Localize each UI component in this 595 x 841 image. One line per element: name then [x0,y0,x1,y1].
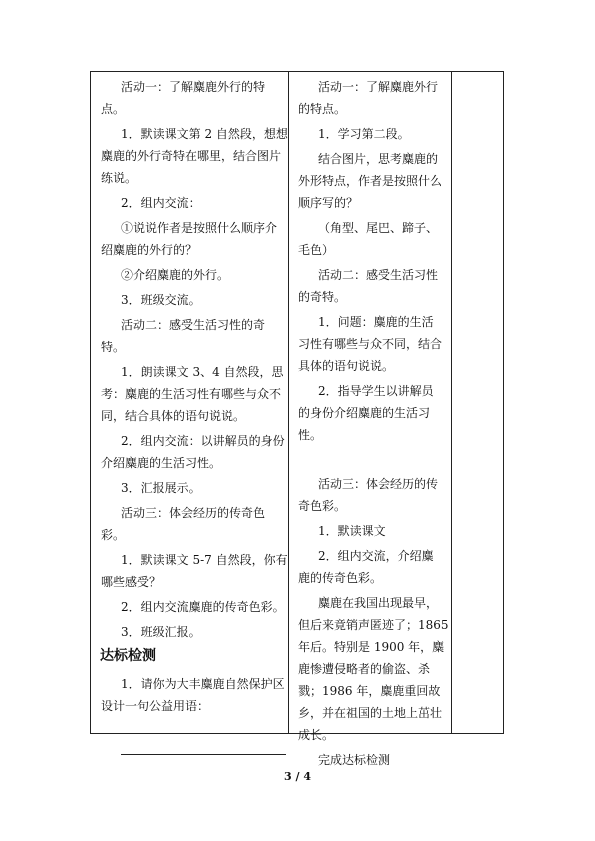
text-line: 1．问题：麋鹿的生活 [318,315,434,329]
exercise-line: 设计一句公益用语： [101,699,210,713]
text-line: 2．组内交流，介绍麋 [318,549,434,563]
text-line: 顺序写的？ [298,196,359,210]
text-line: 点。 [101,102,126,116]
text-line: 绍麋鹿的外行的？ [101,243,198,257]
text-line: 2．组内交流：以讲解员的身份 [121,434,285,448]
exercise-line: 1．请你为大丰麋鹿自然保护区 [121,677,285,691]
text-line: 同，结合具体的语句说说。 [101,409,246,423]
text-line: ①说说作者是按照什么顺序介 [121,221,278,235]
text-line: 鹿惨遭侵略者的偷盗、杀 [298,662,431,676]
text-line: 活动三：体会经历的传 [318,477,439,491]
page-number: 3 / 4 [284,770,311,783]
text-line: 的特点。 [298,102,347,116]
text-line: 麋鹿在我国出现最早， [318,596,439,610]
text-line: 外形特点，作者是按照什么 [298,174,443,188]
text-line: 活动一：了解麋鹿外行 [318,80,439,94]
lesson-plan-table [90,71,504,767]
text-line: 麋鹿的外行奇特在哪里，结合图片 [101,149,282,163]
text-line: （角型、尾巴、蹄子、 [318,221,439,235]
text-line: 完成达标检测 [318,753,391,767]
text-line: 鹿的传奇色彩。 [298,571,383,585]
text-line: 1．默读课文 5-7 自然段，你有 [121,553,288,567]
text-line: 乡，并在祖国的土地上茁壮 [298,706,443,720]
section-heading: 达标检测 [100,648,156,664]
text-line: 2．组内交流麋鹿的传奇色彩。 [121,600,285,614]
text-line: 但后来竟销声匿迹了；1865 [298,618,449,632]
text-line: 具体的语句说说。 [298,359,395,373]
text-line: 2．指导学生以讲解员 [318,384,434,398]
text-line: 活动一：了解麋鹿外行的特 [121,80,266,94]
text-line: 奇色彩。 [298,499,347,513]
text-line: 特。 [101,340,126,354]
text-line: 3．班级交流。 [121,293,201,307]
text-line: 活动二：感受生活习性的奇 [121,318,266,332]
text-line: 考：麋鹿的生活习性有哪些与众不 [101,387,282,401]
text-line: 1．学习第二段。 [318,127,410,141]
text-line: 习性有哪些与众不同，结合 [298,337,443,351]
text-line: 3．汇报展示。 [121,481,201,495]
text-line: 1．默读课文 [318,524,386,538]
text-line: 成长。 [298,728,335,742]
text-line: 1．默读课文第 2 自然段，想想 [121,127,288,141]
answer-blank[interactable] [121,754,286,755]
text-line: 3．班级汇报。 [121,625,201,639]
text-line: 活动二：感受生活习性 [318,268,439,282]
text-line: 的奇特。 [298,290,347,304]
text-line: 1．朗读课文 3、4 自然段，思 [121,365,284,379]
text-line: 活动三：体会经历的传奇色 [121,506,266,520]
text-line: 结合图片，思考麋鹿的 [318,152,439,166]
text-line: 戮；1986 年，麋鹿重回故 [298,684,441,698]
column-divider-1 [288,72,289,733]
text-line: 彩。 [101,528,126,542]
text-line: 哪些感受？ [101,575,162,589]
text-line: 性。 [298,428,323,442]
column-divider-2 [451,72,452,733]
text-line: 的身份介绍麋鹿的生活习 [298,406,431,420]
text-line: 介绍麋鹿的生活习性。 [101,456,222,470]
text-line: ②介绍麋鹿的外行。 [121,268,230,282]
text-line: 2．组内交流： [121,196,201,210]
text-line: 年后。特别是 1900 年，麋 [298,640,445,654]
text-line: 练说。 [101,171,138,185]
text-line: 毛色） [298,243,335,257]
